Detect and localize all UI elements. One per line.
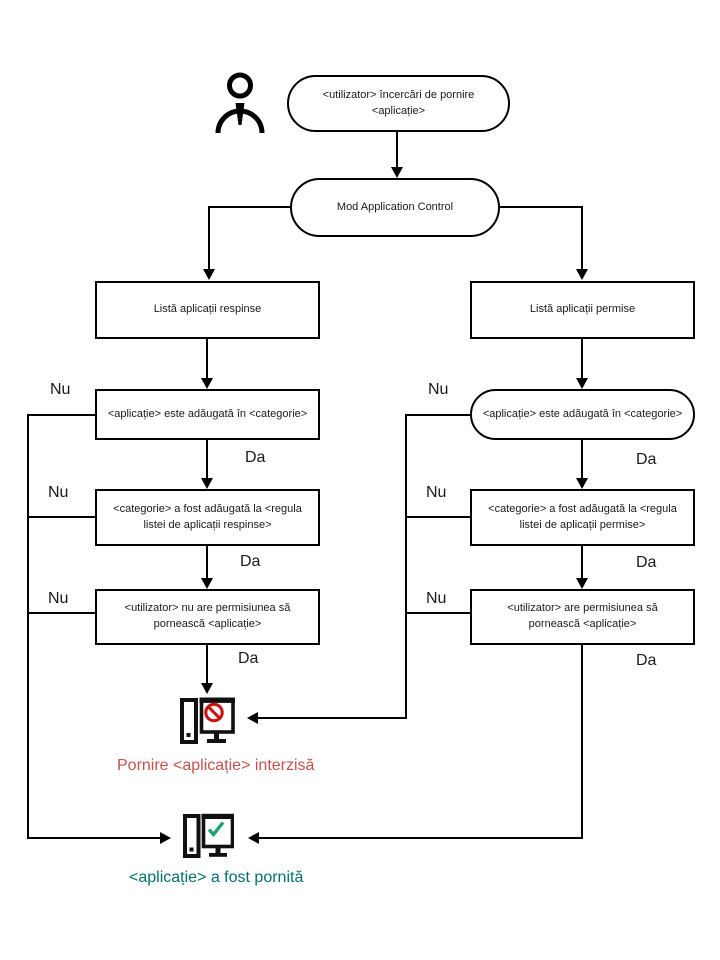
allowed-in-category-node <box>470 389 695 440</box>
edge-no-right-3 <box>405 612 470 614</box>
edge-label-no-right-3: Nu <box>426 590 447 607</box>
connector-right-3 <box>581 546 583 582</box>
computer-blocked-icon <box>178 694 235 747</box>
edge-label-yes-left-2: Da <box>240 553 261 570</box>
connector-left-3 <box>206 546 208 582</box>
allowed-list-node <box>470 281 695 339</box>
edge-no-right-2 <box>405 516 470 518</box>
allowed-permission-label: <utilizator> are permisiunea să pornească <aplicație> <box>507 602 658 630</box>
connector-left-1 <box>206 339 208 379</box>
connector-right-1 <box>581 339 583 379</box>
denied-category-rule-label: <categorie> a fost adăugată la <regula listei de aplicații respinse> <box>113 502 302 531</box>
denied-permission-label: <utilizator> nu are permisiunea să pornească <aplicație> <box>124 602 291 630</box>
arrowhead-right-1 <box>576 378 588 389</box>
arrowhead-right-2 <box>576 478 588 489</box>
arrowhead-no-right <box>247 712 258 724</box>
edge-label-no-right-2: Nu <box>426 484 447 501</box>
edge-label-yes-right-1: Da <box>636 451 657 468</box>
arrowhead-no-left <box>160 832 171 844</box>
edge-label-no-left-2: Nu <box>48 484 69 501</box>
denied-in-category-node <box>95 389 320 440</box>
no-rail-right-h <box>258 717 407 719</box>
allowed-in-category-label: <aplicație> este adăugată în <categorie> <box>482 407 683 420</box>
start-node <box>287 75 510 132</box>
arrowhead-start-mode <box>391 167 403 178</box>
connector-mode-left-v <box>208 206 210 270</box>
edge-label-yes-left-1: Da <box>245 449 266 466</box>
edge-label-yes-right-3: Da <box>636 652 657 669</box>
edge-label-no-right-1: Nu <box>428 381 449 398</box>
connector-left-4 <box>206 645 208 684</box>
denied-in-category-label: <aplicație> este adăugată în <categorie> <box>107 407 308 420</box>
arrowhead-mode-right <box>576 269 588 280</box>
arrowhead-left-3 <box>201 578 213 589</box>
edge-no-left-2 <box>27 516 95 518</box>
edge-no-right-1 <box>405 414 470 416</box>
allowed-permission-node <box>470 589 695 645</box>
computer-check-icon <box>181 812 234 862</box>
no-rail-right <box>405 414 407 719</box>
arrowhead-left-2 <box>201 478 213 489</box>
arrowhead-left-1 <box>201 378 213 389</box>
edge-no-left-1 <box>27 414 95 416</box>
allowed-category-rule-node <box>470 489 695 546</box>
no-rail-left <box>27 414 29 839</box>
edge-label-no-left-1: Nu <box>50 381 71 398</box>
arrowhead-left-4 <box>201 683 213 694</box>
allowed-category-rule-label: <categorie> a fost adăugată la <regula listei de aplicații permise> <box>488 502 677 531</box>
user-icon <box>214 72 266 134</box>
connector-mode-right-v <box>581 206 583 270</box>
mode-node <box>290 178 500 237</box>
connector-mode-left-h <box>208 206 290 208</box>
allowed-result-label: <aplicație> a fost pornită <box>129 869 304 886</box>
arrowhead-mode-left <box>203 269 215 280</box>
allowed-list-label: Listă aplicații permise <box>529 303 636 316</box>
yes-rail-right-h <box>259 837 583 839</box>
no-rail-left-h <box>27 837 161 839</box>
edge-label-yes-right-2: Da <box>636 554 657 571</box>
connector-start-mode <box>396 132 398 168</box>
connector-mode-right-h <box>500 206 583 208</box>
denied-permission-node <box>95 589 320 645</box>
denied-list-node <box>95 281 320 339</box>
mode-node-label: Mod Application Control <box>336 200 454 213</box>
denied-list-label: Listă aplicații respinse <box>153 303 262 316</box>
edge-label-yes-left-3: Da <box>238 650 259 667</box>
yes-rail-right-v <box>581 645 583 839</box>
edge-no-left-3 <box>27 612 95 614</box>
start-node-label: <utilizator> încercări de pornire <aplicație> <box>322 88 475 117</box>
denied-result-label: Pornire <aplicație> interzisă <box>117 757 315 774</box>
edge-label-no-left-3: Nu <box>48 590 69 607</box>
denied-category-rule-node <box>95 489 320 546</box>
arrowhead-right-3 <box>576 578 588 589</box>
connector-right-2 <box>581 440 583 483</box>
connector-left-2 <box>206 440 208 483</box>
arrowhead-yes-right <box>248 832 259 844</box>
